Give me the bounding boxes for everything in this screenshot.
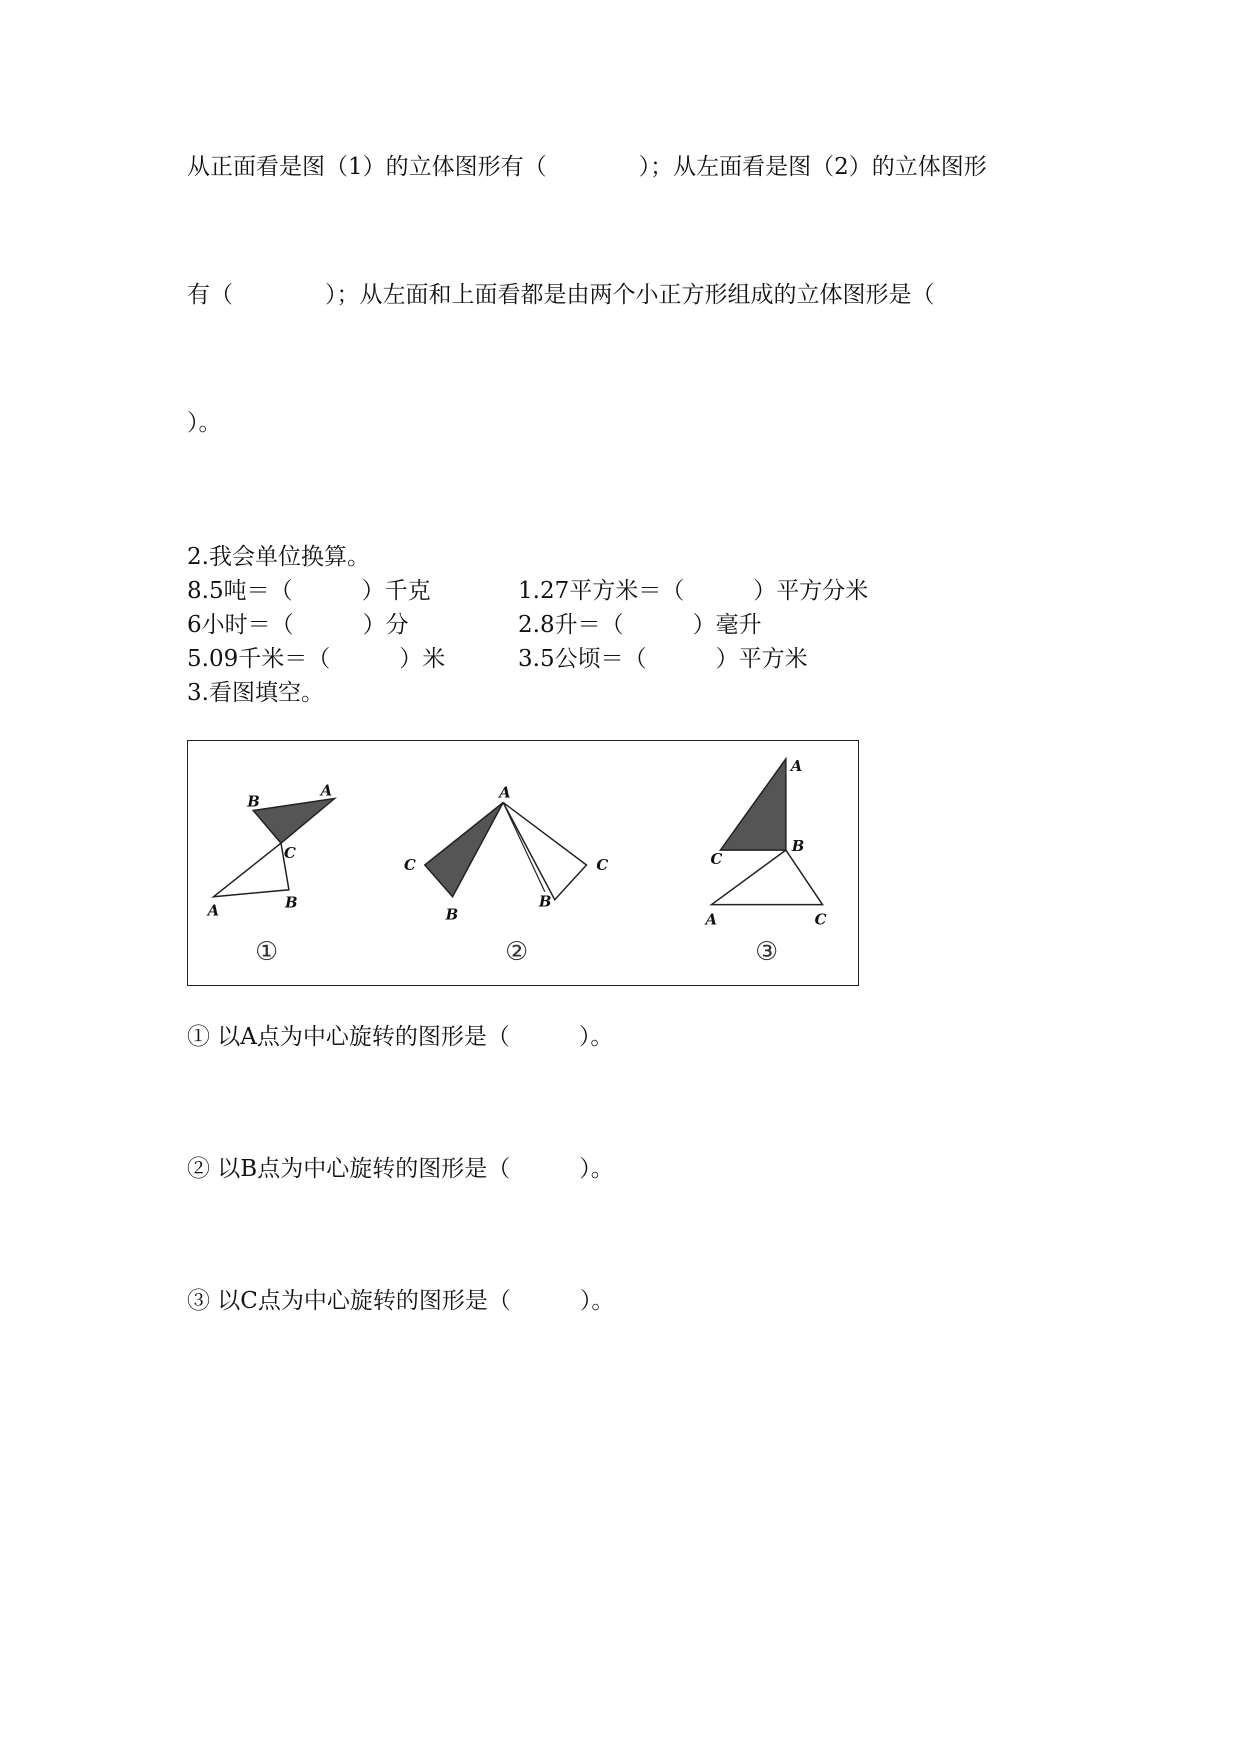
- figure-2-shaded-triangle: [425, 802, 503, 896]
- figure-number-2: ②: [505, 937, 529, 968]
- q1-line-1: 从正面看是图（1）的立体图形有（ ）；从左面看是图（2）的立体图形: [187, 154, 987, 180]
- rotation-figure: [187, 740, 859, 986]
- q3-item-2: ② 以B点为中心旋转的图形是（ ）。: [187, 1156, 614, 1182]
- label-f1-b-bottom: B: [284, 893, 298, 912]
- label-f1-b-top: B: [247, 792, 260, 811]
- label-f2-c-left: C: [403, 855, 416, 874]
- label-f2-b-right: B: [538, 892, 552, 911]
- label-f3-a-bottom: A: [705, 910, 718, 929]
- q2-row-2-left: 6小时＝（ ）分: [187, 612, 409, 638]
- figure-3: [704, 757, 827, 967]
- figure-1-shaded-triangle: [253, 799, 334, 844]
- label-f3-c-bottom: C: [814, 910, 827, 929]
- figure-1-outline-triangle: [214, 843, 289, 897]
- label-f1-a-bottom: A: [207, 901, 220, 920]
- label-f2-a: A: [499, 783, 511, 802]
- q2-row-2-right: 2.8升＝（ ）毫升: [518, 612, 762, 638]
- q2-row-1-left: 8.5吨＝（ ）千克: [187, 578, 431, 604]
- label-f2-b-left: B: [445, 905, 459, 924]
- label-f3-c-left: C: [710, 849, 723, 868]
- q3-title: 3.看图填空。: [187, 680, 324, 706]
- q2-row-1-right: 1.27平方米＝（ ）平方分米: [518, 578, 869, 604]
- label-f1-c: C: [283, 844, 296, 863]
- figure-3-outline-triangle: [711, 850, 822, 905]
- label-f2-c-right: C: [596, 855, 609, 874]
- q1-line-2: 有（ ）；从左面和上面看都是由两个小正方形组成的立体图形是（: [187, 282, 935, 308]
- figure-3-shaded-triangle: [720, 759, 785, 850]
- q2-row-3-left: 5.09千米＝（ ）米: [187, 646, 446, 672]
- figure-2-inner-line: [503, 802, 545, 891]
- figure-number-1: ①: [255, 937, 279, 968]
- q3-item-3: ③ 以C点为中心旋转的图形是（ ）。: [187, 1288, 615, 1314]
- label-f3-b: B: [791, 837, 805, 856]
- label-f3-a-top: A: [790, 756, 803, 775]
- q2-row-3-right: 3.5公顷＝（ ）平方米: [518, 646, 808, 672]
- q3-item-1: ① 以A点为中心旋转的图形是（ ）。: [187, 1024, 614, 1050]
- figure-2: [404, 784, 608, 968]
- rotation-figure-svg: [188, 741, 858, 985]
- figure-number-3: ③: [755, 937, 779, 968]
- q2-title: 2.我会单位换算。: [187, 544, 370, 570]
- figure-2-outline-triangle: [503, 802, 586, 899]
- figure-1: [206, 782, 335, 968]
- label-f1-a-top: A: [320, 781, 333, 800]
- q1-line-3: ）。: [187, 410, 222, 436]
